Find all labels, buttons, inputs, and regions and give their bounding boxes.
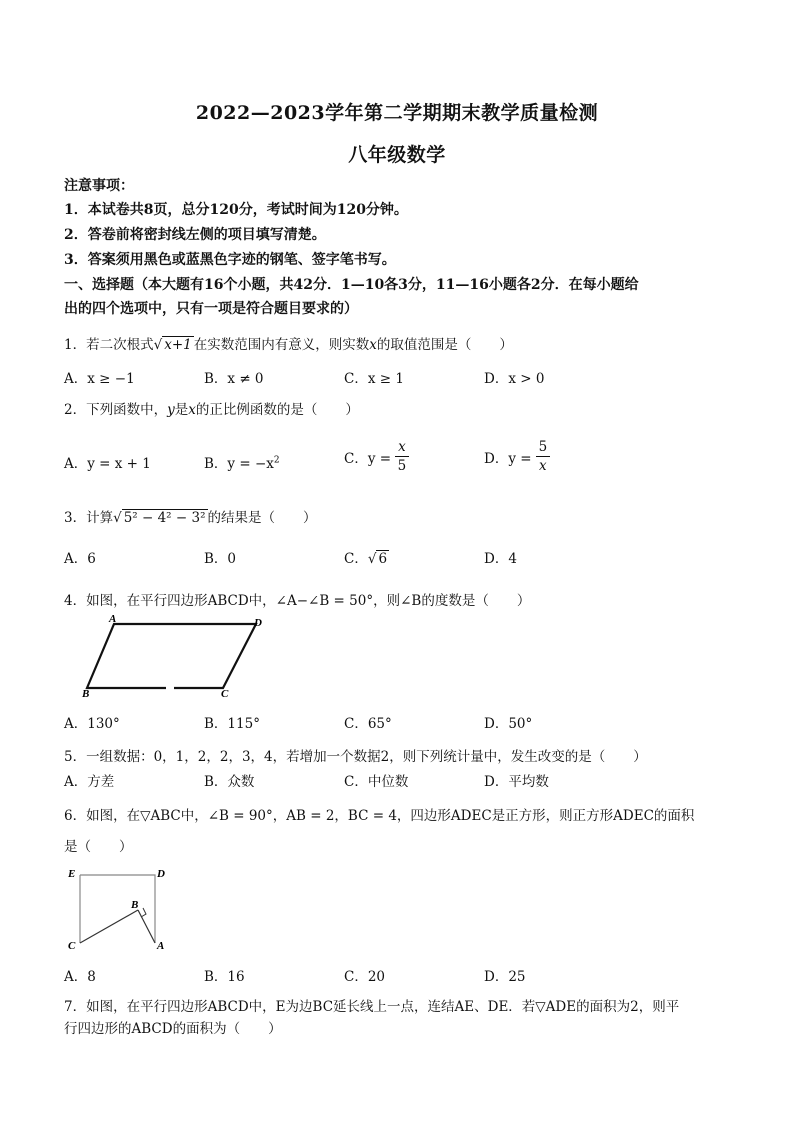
q2-c-numerator: x [395,438,409,457]
q4-option-d: D．50° [484,716,533,732]
section-heading-line2: 出的四个选项中，只有一项是符合题目要求的） [64,301,358,317]
q1-sqrt: √ x+1 [153,337,192,353]
q6-segment-cb [80,910,138,943]
question-6-line2: 是（ ） [64,839,133,855]
q3-close: ） [303,510,317,526]
q2-y: y [167,402,175,418]
question-4 [64,589,530,609]
q5-close: ） [633,749,647,765]
note-item-1: 1．本试卷共8页，总分120分，考试时间为120分钟。 [64,202,408,218]
q1-option-b: B．x ≠ 0 [204,371,264,387]
q2-c-fraction [395,438,409,475]
q4-label-c: C [221,688,229,700]
q6-square-figure [62,862,174,958]
q3-option-d: D．4 [484,551,517,567]
q6-option-b: B．16 [204,969,245,985]
q1-text-pre: 1．若二次根式 [64,337,154,353]
q1-option-c: C．x ≥ 1 [344,371,404,387]
question-7-line2: 行四边形的ABCD的面积为（ ） [64,1021,282,1037]
q1-text-post2: 的取值范围是（ [376,337,472,353]
note-item-2: 2．答卷前将密封线左侧的项目填写清楚。 [64,227,326,243]
q6-label-e: E [68,868,76,880]
q2-text-pre: 2．下列函数中， [64,402,168,418]
q2-option-b: B．$y = -x^2$ [204,455,280,472]
q6-label-b: B [131,899,139,911]
q4-option-b: B．115° [204,716,260,732]
q2-d-fraction [536,438,551,475]
q2-x: x [188,402,196,418]
q1-option-a: A．x ≥ −1 [64,371,135,387]
q6-segment-ba [138,910,155,943]
q2-c-denominator: 5 [397,458,407,474]
q2-close: ） [345,402,359,418]
q2-option-a: A．y = x + 1 [64,456,151,472]
q5-option-d: D．平均数 [484,774,549,790]
q6-close: ） [119,839,133,855]
q7-close: ） [268,1021,282,1037]
question-2 [64,398,359,418]
q3-option-b: B．0 [204,551,237,567]
q1-var: x [369,337,377,353]
q4-label-b: B [82,688,90,700]
note-item-3: 3．答案须用黑色或蓝黑色字迹的钢笔、签字笔书写。 [64,252,396,268]
q1-radicand: x+1 [164,337,192,353]
q6-label-a: A [157,940,165,952]
question-5 [64,745,647,765]
notes-heading: 注意事项： [64,178,134,194]
exam-subtitle: 八年级数学 [348,144,446,166]
q6-option-d: D．25 [484,969,526,985]
q2-d-numerator: 5 [536,438,551,457]
q3-option-a: A．6 [64,551,96,567]
q5-option-c: C．中位数 [344,774,409,790]
q1-text-post: 在实数范围内有意义，则实数 [193,337,370,353]
q4-text: 4．如图，在平行四边形ABCD中，∠A−∠B = 50°，则∠B的度数是（ [64,593,489,609]
q5-option-b: B．众数 [204,774,255,790]
q2-text-mid: 是 [174,402,189,418]
q3-option-c: C．√ 6 [344,551,388,567]
q3-text-post: 的结果是（ [207,510,275,526]
q6-option-c: C．20 [344,969,386,985]
q2-d-denominator: x [539,458,547,474]
q6-label-d: D [157,868,165,880]
q4-option-a: A．130° [64,716,120,732]
q4-parallelogram [87,624,256,688]
q4-option-c: C．65° [344,716,392,732]
exam-title: 2022—2023学年第二学期期末教学质量检测 [195,102,599,124]
q3-radicand: 5² − 4² − 3² [123,510,206,526]
question-7-line1: 7．如图，在平行四边形ABCD中，E为边BC延长线上一点，连结AE、DE．若▽ADE的面积为2，则平 [64,999,680,1015]
q4-close: ） [516,593,531,609]
q6-option-a: A．8 [64,969,96,985]
q4-parallelogram-figure [78,612,268,704]
q4-label-d: D [254,617,262,629]
q6-label-c: C [68,940,76,952]
q2-text-post: 的正比例函数的是（ [195,402,318,418]
question-3: 3．计算√ 5² − 4² − 3² 的结果是（ ） [64,510,317,526]
q3-text-pre: 3．计算 [64,510,114,526]
q5-option-a: A．方差 [64,774,115,790]
question-6-line1: 6．如图，在▽ABC中，∠B = 90°，AB = 2，BC = 4，四边形ADEC是正方形，则正方形ADEC的面积 [64,808,695,824]
q2-c-prefix: C．y = [344,450,392,467]
q1-close: ） [499,337,513,353]
q2-option-d [484,438,550,475]
q4-label-a: A [109,613,117,625]
q5-text: 5．一组数据：0，1，2，2，3，4，若增加一个数据2，则下列统计量中，发生改变的是（ [64,749,606,765]
q6-right-angle [141,908,146,917]
q2-d-prefix: D．y = [484,450,532,467]
q1-option-d: D．x > 0 [484,371,545,387]
question-1 [64,333,513,353]
q2-option-c [344,438,409,475]
section-heading-line1: 一、选择题（本大题有16个小题，共42分．1—10各3分，11—16小题各2分．在每小题给 [64,277,639,293]
